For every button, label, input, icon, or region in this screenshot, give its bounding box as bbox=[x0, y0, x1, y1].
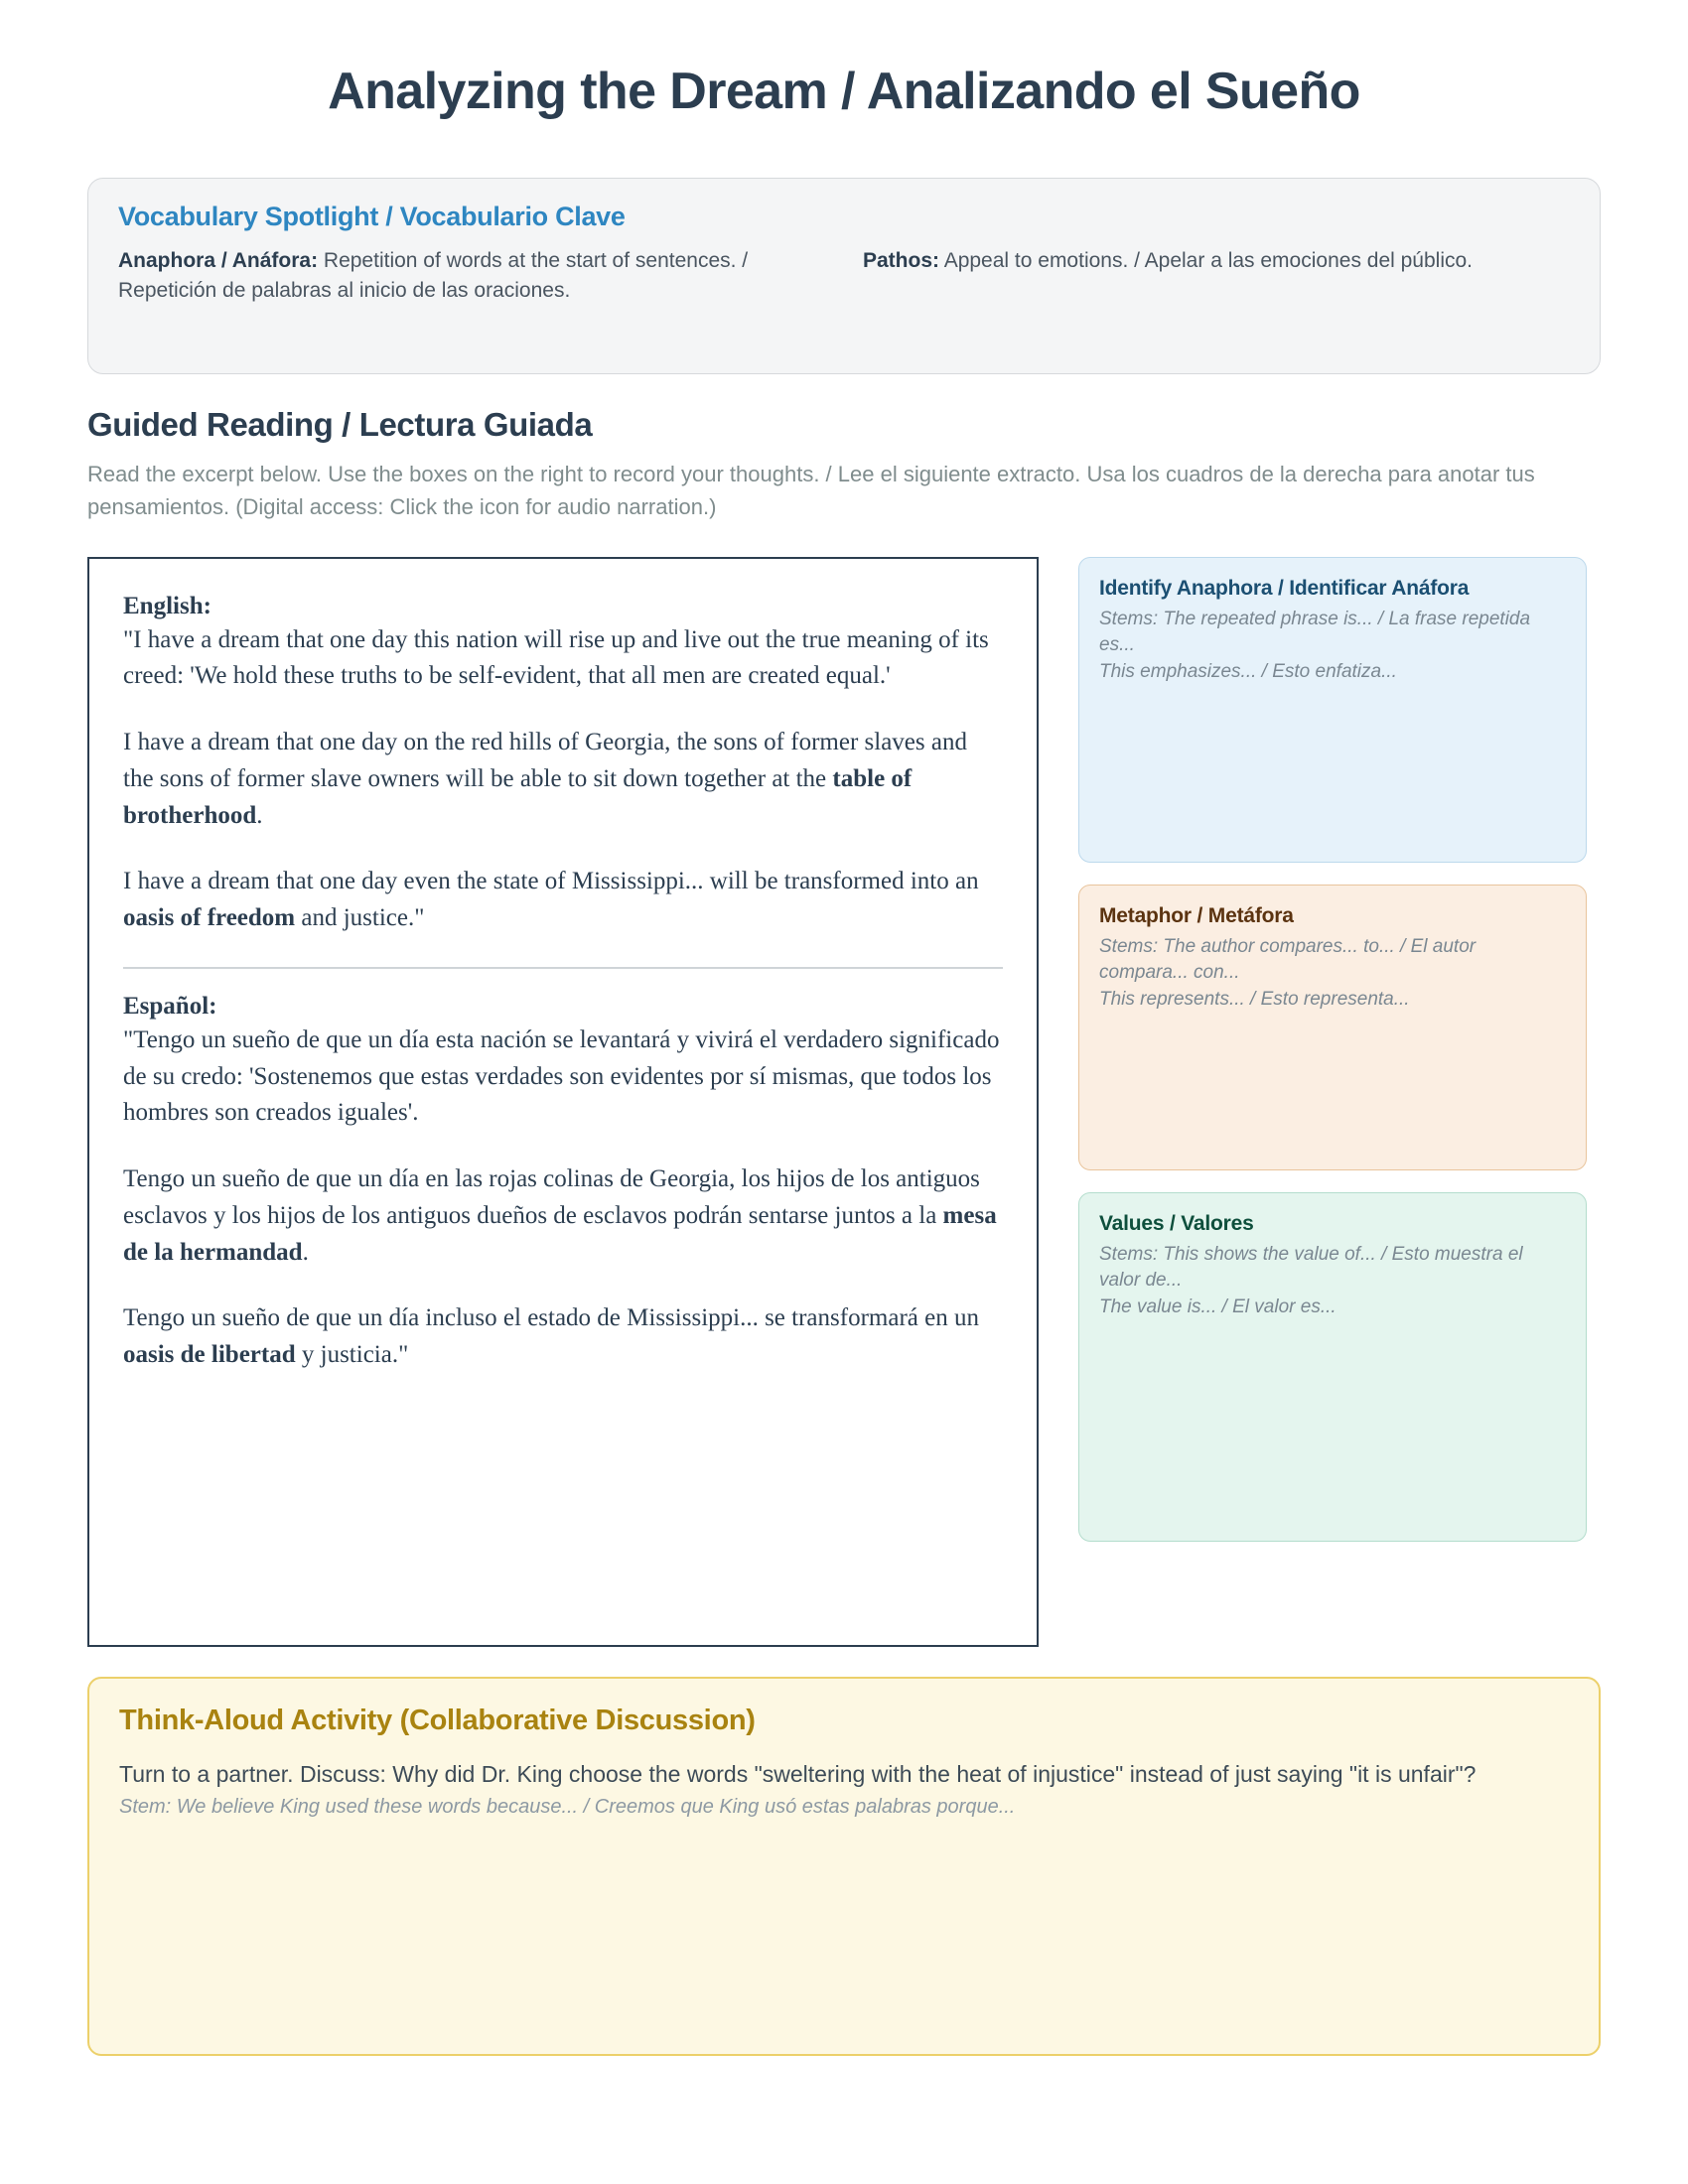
annotation-title: Metaphor / Metáfora bbox=[1099, 903, 1294, 927]
excerpt-english-paragraph-3 bbox=[123, 864, 1003, 937]
excerpt-text-tail: and justice." bbox=[295, 904, 425, 932]
excerpt-text-tail: y justicia." bbox=[295, 1341, 409, 1369]
think-aloud-box[interactable] bbox=[87, 1677, 1601, 2056]
excerpt-bold-phrase: table of brotherhood bbox=[123, 764, 913, 829]
annotation-stem-1: Stems: The repeated phrase is... / La frase repetida es... bbox=[1099, 609, 1531, 656]
vocabulary-grid bbox=[118, 246, 1570, 306]
annotation-title: Identify Anaphora / Identificar Anáfora bbox=[1099, 576, 1470, 600]
page-title: Analyzing the Dream / Analizando el Sueño bbox=[328, 63, 1360, 120]
annotation-title: Values / Valores bbox=[1099, 1211, 1254, 1235]
excerpt-english-paragraph-2 bbox=[123, 725, 1003, 834]
vocabulary-heading: Vocabulary Spotlight / Vocabulario Clave bbox=[118, 202, 626, 232]
annotation-card-metaphor[interactable] bbox=[1078, 885, 1587, 1170]
excerpt-text-tail: . bbox=[302, 1238, 309, 1266]
think-aloud-question: Turn to a partner. Discuss: Why did Dr. King choose the words "sweltering with the heat of injustice" instead of just saying "it is unfair"? bbox=[119, 1760, 1477, 1787]
excerpt-box bbox=[87, 557, 1039, 1647]
vocabulary-term-definition: Repetition of words at the start of sentences. / Repetición de palabras al inicio de las oraciones. bbox=[118, 249, 749, 302]
excerpt-spanish-label: Español: bbox=[123, 992, 217, 1020]
vocabulary-term-label: Anaphora / Anáfora: bbox=[118, 249, 319, 273]
annotation-card-anaphora[interactable] bbox=[1078, 557, 1587, 863]
excerpt-divider bbox=[123, 967, 1003, 969]
excerpt-bold-phrase: mesa de la hermandad bbox=[123, 1201, 997, 1266]
think-aloud-title: Think-Aloud Activity (Collaborative Discussion) bbox=[119, 1704, 756, 1736]
vocabulary-term-pathos bbox=[863, 246, 1570, 306]
vocabulary-term-definition: Appeal to emotions. / Apelar a las emociones del público. bbox=[939, 249, 1474, 273]
excerpt-bold-phrase: oasis of freedom bbox=[123, 904, 296, 932]
vocabulary-term-label: Pathos: bbox=[863, 249, 940, 273]
annotation-stem-2: This represents... / Esto representa... bbox=[1099, 988, 1410, 1010]
vocabulary-term-anaphora bbox=[118, 246, 825, 306]
excerpt-text: I have a dream that one day even the state of Mississippi... will be transformed into an bbox=[123, 868, 979, 895]
excerpt-spanish-paragraph-3 bbox=[123, 1300, 1003, 1374]
excerpt-english-paragraph-1: "I have a dream that one day this nation will rise up and live out the true meaning of its creed: 'We hold these truths to be self-evident, that all men are created equal.' bbox=[123, 625, 989, 690]
guided-reading-heading: Guided Reading / Lectura Guiada bbox=[87, 406, 593, 444]
annotation-stem-1: Stems: This shows the value of... / Esto muestra el valor de... bbox=[1099, 1244, 1523, 1292]
excerpt-text-tail: . bbox=[256, 801, 263, 829]
vocabulary-spotlight-box bbox=[87, 178, 1601, 374]
excerpt-english-label: English: bbox=[123, 592, 211, 619]
excerpt-spanish-paragraph-1: "Tengo un sueño de que un día esta nación se levantará y vivirá el verdadero significado de su credo: 'Sostenemos que estas verdades son evidentes por sí mismas, que todos los hombres son creados iguales'. bbox=[123, 1025, 1000, 1127]
annotation-stem-2: This emphasizes... / Esto enfatiza... bbox=[1099, 660, 1397, 682]
reading-row bbox=[87, 557, 1601, 1647]
excerpt-spanish-paragraph-2 bbox=[123, 1161, 1003, 1271]
think-aloud-stem: Stem: We believe King used these words because... / Creemos que King usó estas palabras porque... bbox=[119, 1795, 1016, 1818]
annotation-column bbox=[1078, 557, 1587, 1647]
annotation-card-values[interactable] bbox=[1078, 1192, 1587, 1542]
guided-reading-instructions: Read the excerpt below. Use the boxes on the right to record your thoughts. / Lee el siguiente extracto. Usa los cuadros de la derecha para anotar tus pensamientos. (Digital access: Click the icon for audio narration.) bbox=[87, 461, 1535, 519]
excerpt-text: I have a dream that one day on the red hills of Georgia, the sons of former slaves and the sons of former slave owners will be able to sit down together at the bbox=[123, 729, 967, 792]
excerpt-text: Tengo un sueño de que un día incluso el estado de Mississippi... se transformará en un bbox=[123, 1304, 979, 1332]
annotation-stem-2: The value is... / El valor es... bbox=[1099, 1296, 1336, 1317]
excerpt-text: Tengo un sueño de que un día en las rojas colinas de Georgia, los hijos de los antiguos esclavos y los hijos de los antiguos dueños de esclavos podrán sentarse juntos a la bbox=[123, 1165, 980, 1229]
annotation-stem-1: Stems: The author compares... to... / El autor compara... con... bbox=[1099, 936, 1477, 984]
excerpt-bold-phrase: oasis de libertad bbox=[123, 1341, 296, 1369]
